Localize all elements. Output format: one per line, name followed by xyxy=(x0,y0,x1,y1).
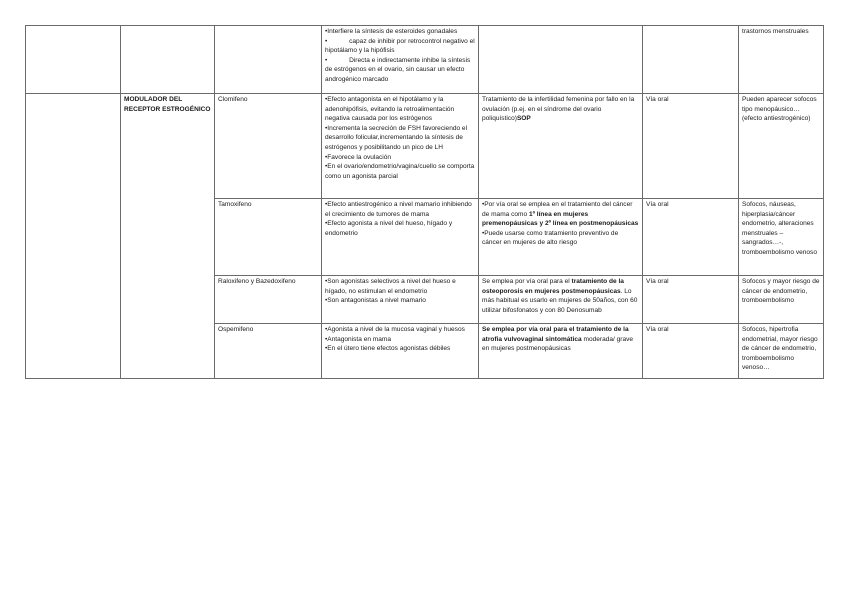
drug-name: Clomifeno xyxy=(218,96,248,103)
route-text: Vía oral xyxy=(646,96,669,103)
indication-cell xyxy=(479,26,643,94)
mechanism-item: •En el ovario/endometrio/vagina/cuello se comporta como un agonista parcial xyxy=(325,163,475,180)
route-text: Vía oral xyxy=(646,278,669,285)
drug-table xyxy=(25,25,824,379)
mechanism-item: •Efecto agonista a nivel del hueso, hígado y endometrio xyxy=(325,220,453,237)
group-cell xyxy=(121,94,215,379)
mechanism-item: •Incrementa la secreción de FSH favoreciendo el desarrollo folicular,incrementando la síntesis de estrógenos y posibilitando un pico de LH xyxy=(325,124,468,151)
mechanism-item: • Directa e indirectamente inhibe la síntesis de estrógenos en el ovario, sin causar un efecto androgénico marcado xyxy=(325,56,473,83)
drug-cell xyxy=(215,276,322,324)
route-cell xyxy=(643,199,739,276)
mechanism-item: • capaz de inhibir por retrocontrol negativo el hipotálamo y la hipófisis xyxy=(325,37,477,55)
adverse-cell xyxy=(739,26,824,94)
mechanism-item: •Favorece la ovulación xyxy=(325,153,391,161)
indication-highlight: 1º línea en mujeres premenopáusicas y 2º línea en postmenopáusicas xyxy=(482,210,639,228)
mechanism-item: •Agonista a nivel de la mucosa vaginal y huesos xyxy=(325,326,465,333)
mechanism-cell xyxy=(322,324,479,379)
drug-name: Raloxifeno y Bazedoxifeno xyxy=(218,278,296,285)
route-cell xyxy=(643,324,739,379)
adverse-cell xyxy=(739,199,824,276)
adverse-text: Sofocos, náuseas, hiperplasia/cáncer endometrio, alteraciones menstruales – sangrados…-, tromboembolismo venoso xyxy=(742,201,817,256)
route-cell xyxy=(643,26,739,94)
indication-cell xyxy=(479,276,643,324)
mechanism-cell xyxy=(322,26,479,94)
drug-cell xyxy=(215,324,322,379)
indication-highlight: Se emplea por vía oral para el tratamiento de la atrofia vulvovaginal sintomática xyxy=(482,326,629,343)
empty-cell xyxy=(26,94,121,379)
drug-name: Tamoxifeno xyxy=(218,201,252,208)
indication-text: moderada/ grave en mujeres postmenopáusicas xyxy=(482,335,634,353)
mechanism-item: •Son agonistas selectivos a nivel del hueso e hígado, no estimulan el endometrio xyxy=(325,278,456,295)
mechanism-item: •Interfiere la síntesis de esteroides gonadales xyxy=(325,28,458,35)
indication-cell xyxy=(479,199,643,276)
indication-text: Se emplea por vía oral para el xyxy=(482,278,572,285)
indication-text: . Lo más habitual es usarlo en mujeres de 50años, con 60 utilizar bifosfonatos y con 80 Denosumab xyxy=(482,287,638,314)
adverse-cell xyxy=(739,276,824,324)
adverse-text: trastornos menstruales xyxy=(742,28,809,35)
mechanism-item: •En el útero tiene efectos agonistas débiles xyxy=(325,345,451,353)
indication-item xyxy=(482,200,639,229)
mechanism-item: •Efecto antiestrogénico a nivel mamario inhibiendo el crecimiento de tumores de mama xyxy=(325,201,472,218)
drug-cell xyxy=(215,26,322,94)
adverse-text: Sofocos, hipertrofia endometrial, mayor riesgo de cáncer de endometrio, tromboembolismo venoso… xyxy=(742,326,818,372)
route-cell xyxy=(643,276,739,324)
table-row xyxy=(26,94,824,199)
empty-cell xyxy=(26,26,121,94)
mechanism-cell xyxy=(322,276,479,324)
indication-item: •Puede usarse como tratamiento preventivo de cáncer en mujeres de alto riesgo xyxy=(482,229,619,247)
route-text: Vía oral xyxy=(646,326,669,333)
adverse-text: Sofocos y mayor riesgo de cáncer de endometrio, tromboembolismo xyxy=(742,278,820,305)
mechanism-item: •Antagonista en mama xyxy=(325,335,391,343)
adverse-cell xyxy=(739,324,824,379)
mechanism-item: •Efecto antagonista en el hipotálamo y la adenohipófisis, evitando la retroalimentación negativa causada por los estrógenos xyxy=(325,96,455,123)
mechanism-cell xyxy=(322,199,479,276)
table-row xyxy=(26,26,824,94)
indication-cell xyxy=(479,94,643,199)
indication-text: •Por vía oral se emplea en el tratamiento del cáncer de mama como xyxy=(482,201,633,218)
route-cell xyxy=(643,94,739,199)
group-label: MODULADOR DEL RECEPTOR ESTROGÉNICO xyxy=(124,96,211,113)
mechanism-cell xyxy=(322,94,479,199)
indication-highlight: SOP xyxy=(516,115,531,123)
indication-highlight: tratamiento de la osteoporosis en mujeres postmenopáusicas xyxy=(482,278,624,295)
adverse-text: Pueden aparecer sofocos tipo menopáusico… (efecto antiestrogénico) xyxy=(742,96,817,123)
group-cell xyxy=(121,26,215,94)
adverse-cell xyxy=(739,94,824,199)
route-text: Vía oral xyxy=(646,201,669,208)
indication-text: Tratamiento de la infertilidad femenina por fallo en la ovulación (p.ej. en el síndrome del ovario poliquístico) xyxy=(482,96,635,123)
indication-cell xyxy=(479,324,643,379)
mechanism-item: •Son antagonistas a nivel mamario xyxy=(325,297,426,305)
drug-name: Ospemifeno xyxy=(218,326,254,333)
drug-cell xyxy=(215,94,322,199)
drug-cell xyxy=(215,199,322,276)
